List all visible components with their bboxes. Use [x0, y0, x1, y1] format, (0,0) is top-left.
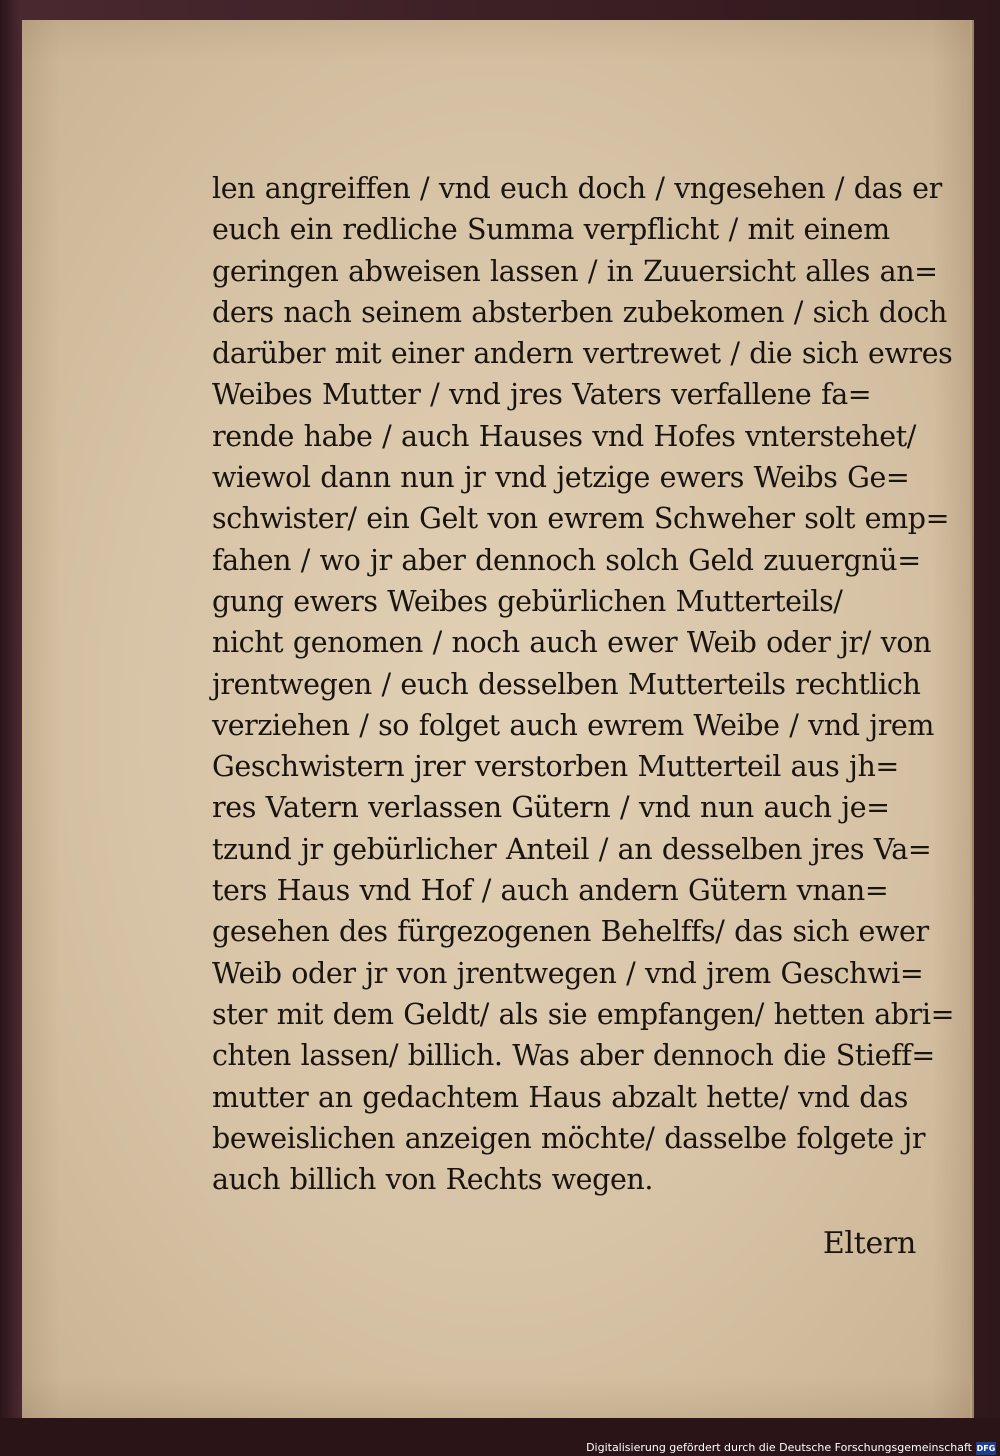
text-line: Weib oder jr von jrentwegen / vnd jrem Geschwi=: [212, 956, 924, 990]
text-line: mutter an gedachtem Haus abzalt hette/ vnd das: [212, 1080, 908, 1114]
show-through-text: [222, 1200, 782, 1246]
text-line: auch billich von Rechts wegen.: [212, 1163, 654, 1197]
text-line: chten lassen/ billich. Was aber dennoch die Stieff=: [212, 1039, 935, 1073]
text-line: res Vatern verlassen Gütern / vnd nun auch je=: [212, 791, 890, 825]
text-line: ters Haus vnd Hof / auch andern Gütern vnan=: [212, 874, 889, 908]
text-line: Geschwistern jrer verstorben Mutterteil aus jh=: [212, 750, 899, 784]
text-line: beweislichen anzeigen möchte/ dasselbe folgete jr: [212, 1121, 926, 1155]
text-line: jrentwegen / euch desselben Mutterteils rechtlich: [212, 667, 921, 701]
text-line: schwister/ ein Gelt von ewrem Schweher solt emp=: [212, 502, 950, 536]
text-line: ster mit dem Geldt/ als sie empfangen/ hetten abri=: [212, 997, 955, 1031]
text-line: nicht genomen / noch auch ewer Weib oder jr/ von: [212, 626, 932, 660]
body-text: [212, 168, 955, 1200]
catchword: Eltern: [822, 1226, 916, 1261]
footer-bar: [0, 1418, 1000, 1456]
text-line: tzund jr gebürlicher Anteil / an desselben jres Va=: [212, 832, 932, 866]
text-line: verziehen / so folget auch ewrem Weibe / vnd jrem: [212, 708, 935, 742]
text-line: ders nach seinem absterben zubekomen / sich doch: [212, 295, 947, 329]
text-line: gesehen des fürgezogenen Behelffs/ das sich ewer: [212, 915, 929, 949]
digitization-credit: Digitalisierung gefördert durch die Deutsche Forschungsgemeinschaft: [586, 1441, 972, 1454]
text-line: len angreiffen / vnd euch doch / vngesehen / das er: [212, 172, 942, 205]
text-line: euch ein redliche Summa verpflicht / mit einem: [212, 213, 890, 247]
text-line: geringen abweisen lassen / in Zuuersicht alles an=: [212, 254, 938, 288]
text-line: rende habe / auch Hauses vnd Hofes vnterstehet/: [212, 419, 916, 453]
dfg-logo-icon: DFG: [976, 1444, 996, 1453]
text-line: Weibes Mutter / vnd jres Vaters verfallene fa=: [212, 378, 872, 412]
text-line: wiewol dann nun jr vnd jetzige ewers Weibs Ge=: [212, 461, 910, 495]
text-line: fahen / wo jr aber dennoch solch Geld zuuergnü=: [212, 543, 921, 577]
text-line: gung ewers Weibes gebürlichen Mutterteils/: [212, 584, 843, 618]
text-line: darüber mit einer andern vertrewet / die sich ewres: [212, 337, 953, 371]
